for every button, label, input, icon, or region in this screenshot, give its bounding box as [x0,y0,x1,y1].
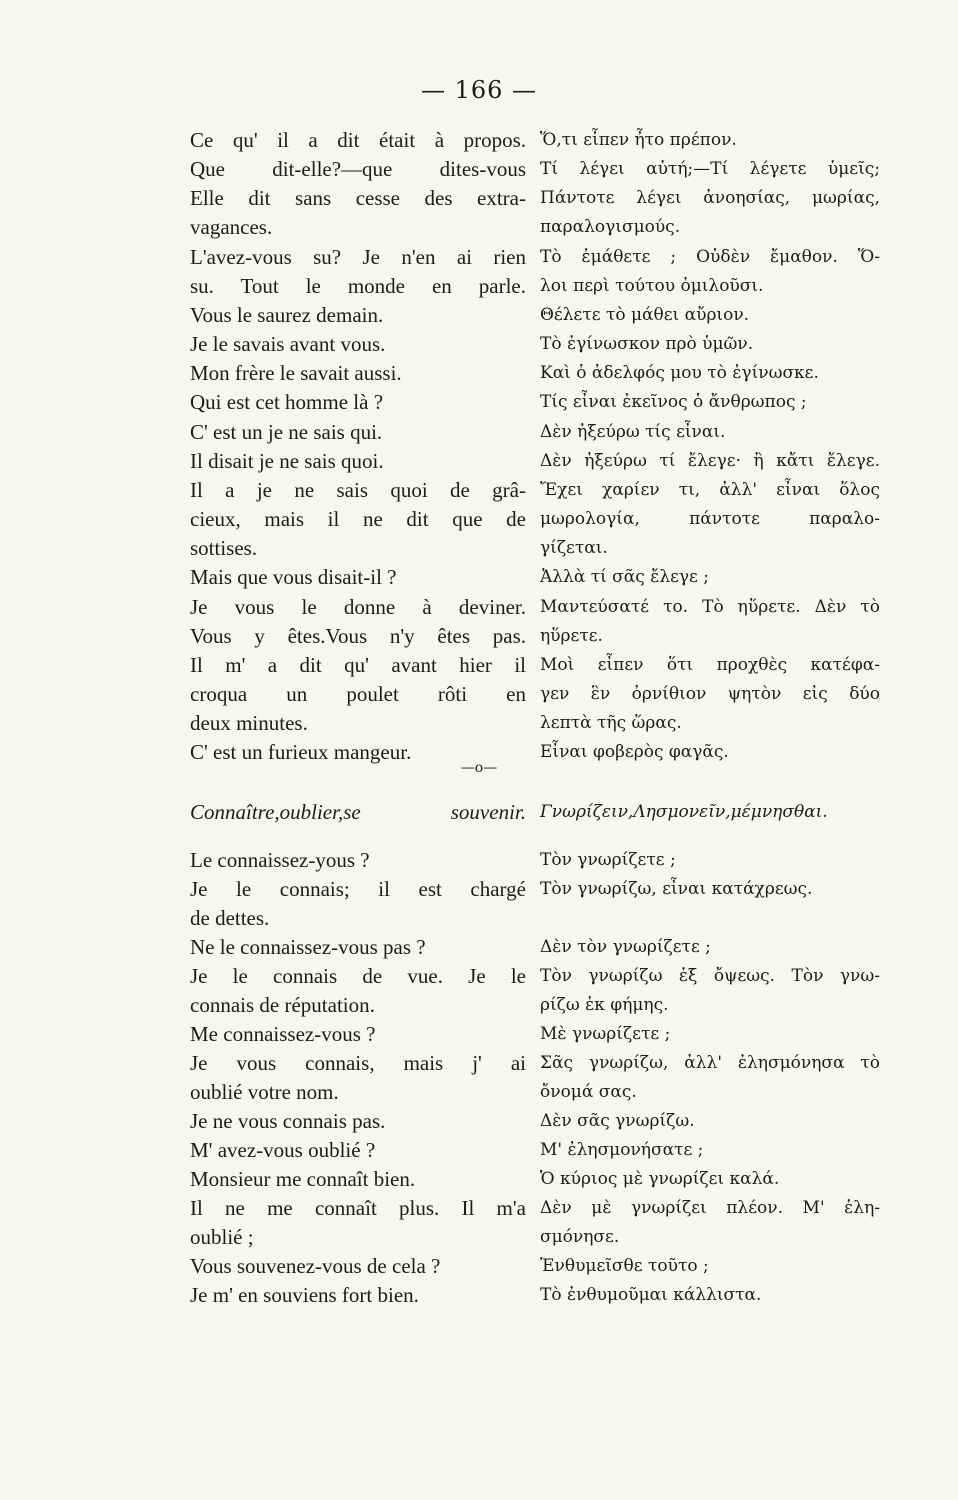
text-line: γεν ἓν ὀρνίθιον ψητὸν εἰς δύο [540,684,880,704]
text-line: Δὲν τὸν γνωρίζετε ; [540,937,711,957]
text-line: ὄνομά σας. [540,1082,637,1102]
text-line: Θέλετε τὸ μάθει αὔριον. [540,305,750,325]
text-line: Ce qu' il a dit était à propos. [190,128,526,152]
text-line: παραλογισμούς. [540,217,681,237]
text-line: Je vous connais, mais j' ai [190,1051,526,1075]
text-line: M' avez-vous oublié ? [190,1138,376,1162]
section-separator: —o— [460,760,498,776]
text-line: deux minutes. [190,711,308,735]
text-line: Mon frère le savait aussi. [190,361,402,385]
text-line: su. Tout le monde en parle. [190,274,526,298]
text-line: de dettes. [190,906,270,930]
text-line: Μοὶ εἶπεν ὅτι προχθὲς κατέφα- [540,655,880,675]
text-line: cieux, mais il ne dit que de [190,507,526,531]
text-line: Je le savais avant vous. [190,332,386,356]
text-line: Καὶ ὁ ἀδελφός μου τὸ ἐγίνωσκε. [540,363,819,383]
text-line: Ἀλλὰ τί σᾶς ἔλεγε ; [540,567,709,587]
text-line: λεπτὰ τῆς ὥρας. [540,713,682,733]
text-line: Vous le saurez demain. [190,303,384,327]
text-line: Mais que vous disait-il ? [190,565,397,589]
text-line: Δὲν ἠξεύρω τίς εἶναι. [540,422,726,442]
text-line: Τί λέγει αὐτή;—Τί λέγετε ὑμεῖς; [540,159,880,179]
text-line: Ὁ κύριος μὲ γνωρίζει καλά. [540,1169,780,1189]
text-line: Elle dit sans cesse des extra- [190,186,526,210]
text-line: Δὲν μὲ γνωρίζει πλέον. Μ' ἐλη- [540,1198,880,1218]
text-line: oublié votre nom. [190,1080,339,1104]
text-line: Monsieur me connaît bien. [190,1167,416,1191]
text-line: Τὸν γνωρίζω ἐξ ὄψεως. Τὸν γνω- [540,966,880,986]
text-line: vagances. [190,215,273,239]
text-line: Μ' ἐλησμονήσατε ; [540,1140,704,1160]
text-line: σμόνησε. [540,1227,620,1247]
text-line: Μὲ γνωρίζετε ; [540,1024,671,1044]
text-line: croqua un poulet rôti en [190,682,526,706]
section-heading-greek: Γνωρίζειν,Λησμονεῖν,μέμνησθαι. [540,802,828,822]
text-line: oublié ; [190,1225,254,1249]
text-line: ηὕρετε. [540,626,603,646]
text-line: Il disait je ne sais quoi. [190,449,384,473]
text-line: μωρολογία, πάντοτε παραλο- [540,509,880,529]
text-line: C' est un je ne sais qui. [190,420,383,444]
text-line: Il a je ne sais quoi de grâ- [190,478,526,502]
text-line: Ὅ,τι εἶπεν ἦτο πρέπον. [540,130,737,150]
text-line: Τὸν γνωρίζετε ; [540,850,676,870]
text-line: sottises. [190,536,258,560]
text-line: Me connaissez-vous ? [190,1022,376,1046]
text-line: Je le connais de vue. Je le [190,964,526,988]
text-line: Πάντοτε λέγει ἀνοησίας, μωρίας, [540,188,880,208]
text-line: Σᾶς γνωρίζω, ἀλλ' ἐλησμόνησα τὸ [540,1053,880,1073]
text-line: Εἶναι φοβερὸς φαγᾶς. [540,742,729,762]
text-line: Ne le connaissez-vous pas ? [190,935,426,959]
page-number: — 166 — [420,76,538,104]
text-line: Vous souvenez-vous de cela ? [190,1254,441,1278]
text-line: Il m' a dit qu' avant hier il [190,653,526,677]
text-line: Je le connais; il est chargé [190,877,526,901]
text-line: Que dit-elle?—que dites-vous [190,157,526,181]
text-line: γίζεται. [540,538,608,558]
text-line: λοι περὶ τούτου ὁμιλοῦσι. [540,276,764,296]
text-line: Ἔχει χαρίεν τι, ἀλλ' εἶναι ὅλος [540,480,880,500]
text-line: Τὸ ἐγίνωσκον πρὸ ὑμῶν. [540,334,754,354]
section-heading-french: Connaître,oublier,se souvenir. [190,800,526,824]
text-line: Le connaissez-yous ? [190,848,370,872]
text-line: Τὸ ἐνθυμοῦμαι κάλλιστα. [540,1285,762,1305]
text-line: Qui est cet homme là ? [190,390,384,414]
text-line: Vous y êtes.Vous n'y êtes pas. [190,624,526,648]
text-line: Τὸν γνωρίζω, εἶναι κατάχρεως. [540,879,813,899]
text-line: Ἐνθυμεῖσθε τοῦτο ; [540,1256,709,1276]
text-line: Τὸ ἐμάθετε ; Οὐδὲν ἔμαθον. Ὅ- [540,247,880,267]
text-line: Je m' en souviens fort bien. [190,1283,419,1307]
text-line: C' est un furieux mangeur. [190,740,412,764]
text-line: Δὲν ἠξεύρω τί ἔλεγε· ἢ κἄτι ἔλεγε. [540,451,880,471]
text-line: Τίς εἶναι ἐκεῖνος ὁ ἄνθρωπος ; [540,392,807,412]
text-line: connais de réputation. [190,993,375,1017]
text-line: Je vous le donne à deviner. [190,595,526,619]
text-line: L'avez-vous su? Je n'en ai rien [190,245,526,269]
text-line: Il ne me connaît plus. Il m'a [190,1196,526,1220]
text-line: ρίζω ἐκ φήμης. [540,995,669,1015]
text-line: Je ne vous connais pas. [190,1109,386,1133]
text-line: Δὲν σᾶς γνωρίζω. [540,1111,695,1131]
text-line: Μαντεύσατέ το. Τὸ ηὕρετε. Δὲν τὸ [540,597,880,617]
